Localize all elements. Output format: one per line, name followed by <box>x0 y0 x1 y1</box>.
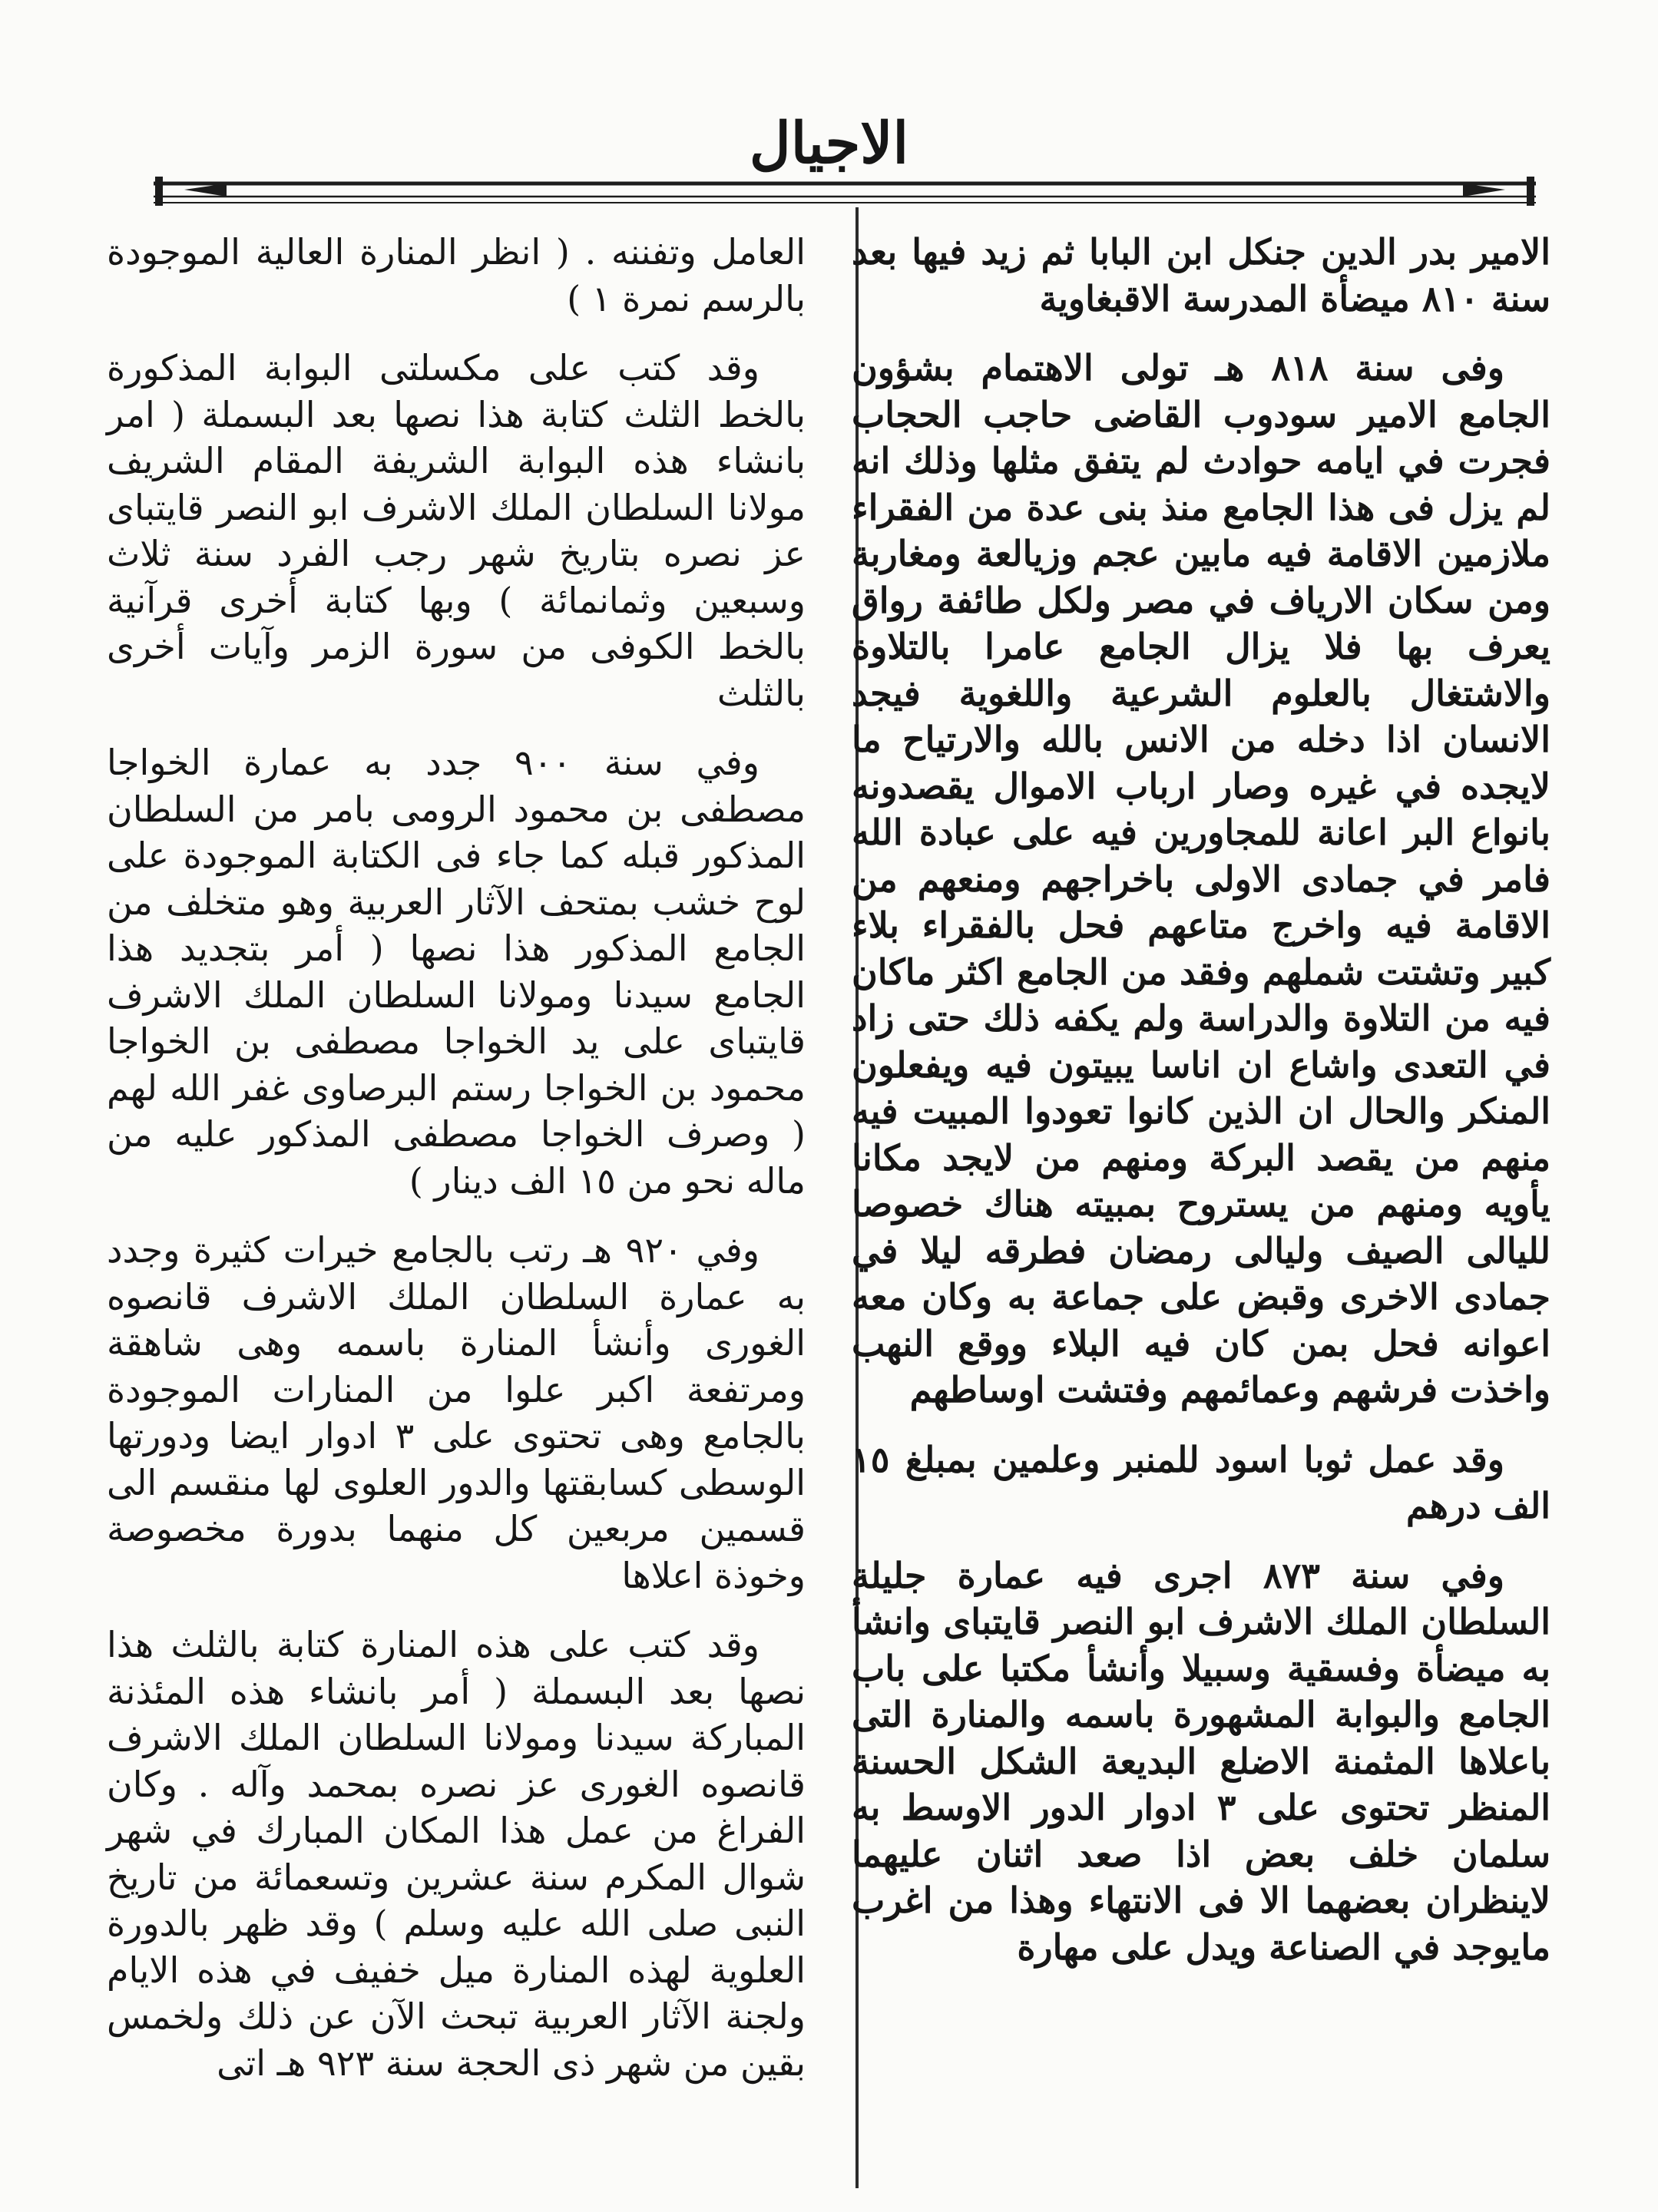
paragraph: وقد كتب على هذه المنارة كتابة بالثلث هذا نصها بعد البسملة ( أمر بانشاء هذه المئذنة المباركة سيدنا ومولانا السلطان الملك الاشرف قانصوه الغورى عز نصره بمحمد وآله . وكان الفراغ من عمل هذا المكان المبارك في شهر شوال المكرم سنة عشرين وتسعمائة من تاريخ النبى صلى الله عليه وسلم ) وقد ظهر بالدورة العلوية لهذه المنارة ميل خفيف في هذه الايام ولجنة الآثار العربية تبحث الآن عن ذلك ولخمس بقين من شهر ذى الحجة سنة ٩٢٣ هـ اتى <box>107 1624 806 2084</box>
header-ornamental-rule <box>154 174 1536 209</box>
paragraph: وقد كتب على مكسلتى البوابة المذكورة بالخط الثلث كتابة هذا نصها بعد البسملة ( امر بانشاء هذه البوابة الشريفة المقام الشريف مولانا السلطان الملك الاشرف ابو النصر قايتباى عز نصره بتاريخ شهر رجب الفرد سنة ثلاث وسبعين وثمانمائة ) وبها كتابة أخرى قرآنية بالخط الكوفى من سورة الزمر وآيات أخرى بالثلث <box>107 347 806 714</box>
paragraph: وفى سنة ٨١٨ هـ تولى الاهتمام بشؤون الجامع الامير سودوب القاضى حاجب الحجاب فجرت في ايامه حوادث لم يتفق مثلها وذلك انه لم يزل فى هذا الجامع منذ بنى عدة من الفقراء ملازمين الاقامة فيه مابين عجم وزيالعة ومغاربة ومن سكان الارياف في مصر ولكل طائفة رواق يعرف بها فلا يزال الجامع عامرا بالتلاوة والاشتغال بالعلوم الشرعية واللغوية فيجد الانسان اذا دخله من الانس بالله والارتياح ما لايجده في غيره وصار ارباب الاموال يقصدونه بانواع البر اعانة للمجاورين فيه على عبادة الله فامر في جمادى الاولى باخراجهم ومنعهم من الاقامة فيه واخرج متاعهم فحل بالفقراء بلاء كبير وتشتت شملهم وفقد من الجامع اكثر ماكان فيه من التلاوة والدراسة ولم يكفه ذلك حتى زاد في التعدى واشاع ان اناسا يبيتون فيه ويفعلون المنكر والحال ان الذين كانوا تعودوا المبيت فيه منهم من يقصد البركة ومنهم من لايجد مكانا يأويه ومنهم من يستروح بمبيته هناك خصوصا لليالى الصيف وليالى رمضان فطرقه ليلا في جمادى الاخرى وقبض على جماعة به وكان معه اعوانه فحل بمن كان فيه البلاء ووقع النهب واخذت فرشهم وعمائمهم وفتشت اوساطهم <box>852 347 1550 1410</box>
paragraph: وقد عمل ثوبا اسود للمنبر وعلمين بمبلغ ١٥ الف درهم <box>852 1438 1550 1526</box>
paragraph: وفي ٩٢٠ هـ رتب بالجامع خيرات كثيرة وجدد به عمارة السلطان الملك الاشرف قانصوه الغورى وأنشأ المنارة باسمه وهى شاهقة ومرتفعة اكبر علوا من المنارات الموجودة بالجامع وهى تحتوى على ٣ ادوار ايضا ودورتها الوسطى كسابقتها والدور العلوى لها منقسم الى قسمين مربعين كل منهما بدورة مخصوصة وخوذة اعلاها <box>107 1229 806 1596</box>
paragraph: وفي سنة ٨٧٣ اجرى فيه عمارة جليلة السلطان الملك الاشرف ابو النصر قايتباى وانشأ به ميضأة وفسقية وسبيلا وأنشأ مكتبا على باب الجامع والبوابة المشهورة باسمه والمنارة التى باعلاها المثمنة الاضلع البديعة الشكل الحسنة المنظر تحتوى على ٣ ادوار الدور الاوسط به سلمان خلف بعض اذا صعد اثنان عليهما لاينظران بعضهما الا فى الانتهاء وهذا من اغرب مايوجد في الصناعة ويدل على مهارة <box>852 1554 1550 1968</box>
right-column <box>852 229 1550 1993</box>
paragraph: العامل وتفننه . ( انظر المنارة العالية الموجودة بالرسم نمرة ١ ) <box>107 231 806 319</box>
paragraph: الامير بدر الدين جنكل ابن البابا ثم زيد فيها بعد سنة ٨١٠ ميضأة المدرسة الاقبغاوية <box>852 231 1550 319</box>
page-title: الاجيال <box>749 111 909 177</box>
left-column <box>107 229 806 2109</box>
paragraph: وفي سنة ٩٠٠ جدد به عمارة الخواجا مصطفى بن محمود الرومى بامر من السلطان المذكور قبله كما جاء فى الكتابة الموجودة على لوح خشب بمتحف الآثار العربية وهو متخلف من الجامع المذكور هذا نصها ( أمر بتجديد هذا الجامع سيدنا ومولانا السلطان الملك الاشرف قايتباى على يد الخواجا مصطفى بن الخواجا محمود بن الخواجا رستم البرصاوى غفر الله لهم ( وصرف الخواجا مصطفى المذكور عليه من ماله نحو من ١٥ الف دينار ) <box>107 742 806 1202</box>
